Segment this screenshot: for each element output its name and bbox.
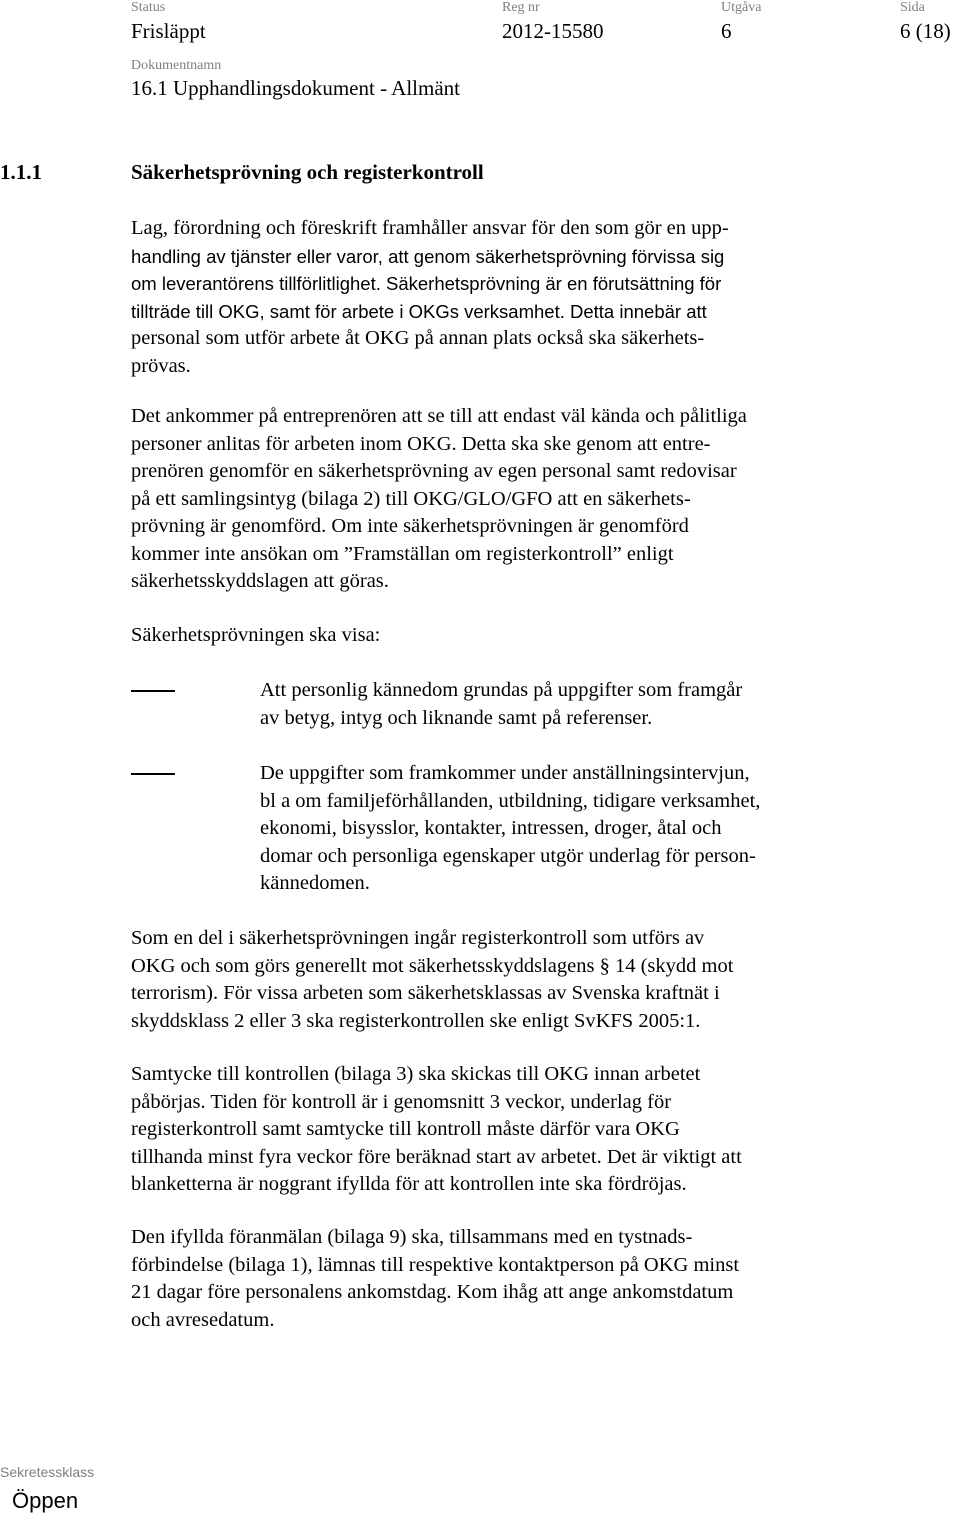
text-line: Det ankommer på entreprenören att se till att endast väl kända och pålitliga: [131, 405, 747, 427]
bullet-item-2: [260, 760, 880, 898]
sida-value: 6 (18): [900, 19, 951, 43]
text-line: förbindelse (bilaga 1), lämnas till respektive kontaktperson på OKG minst: [131, 1253, 740, 1276]
paragraph-1: [131, 215, 851, 380]
text-line: blanketterna är noggrant ifyllda för att kontrollen inte ska fördröjas.: [131, 1173, 687, 1195]
text-line: Säkerhetsprövningen ska visa:: [131, 624, 381, 646]
utgava-value: 6: [721, 19, 732, 43]
text-line: prenören genomför en säkerhetsprövning av egen personal samt redovisar: [131, 460, 737, 482]
text-line: på ett samlingsintyg (bilaga 2) till OKG/GLO/GFO att en säkerhets-: [131, 487, 691, 510]
text-line: påbörjas. Tiden för kontroll är i genomsnitt 3 veckor, underlag för: [131, 1090, 672, 1113]
text-line: om leverantörens tillförlitlighet. Säkerhetsprövning är en förutsättning för: [131, 273, 722, 294]
utgava-label: Utgåva: [721, 0, 762, 15]
status-label: Status: [131, 0, 166, 15]
status-value: Frisläppt: [131, 19, 206, 43]
section-number: 1.1.1: [0, 160, 42, 184]
text-line: personer anlitas för arbeten inom OKG. Detta ska ske genom att entre-: [131, 432, 711, 455]
text-line: kännedomen.: [260, 872, 370, 894]
paragraph-2: [131, 403, 851, 596]
text-line: skyddsklass 2 eller 3 ska registerkontrollen ske enligt SvKFS 2005:1.: [131, 1009, 701, 1032]
text-line: Den ifyllda föranmälan (bilaga 9) ska, tillsammans med en tystnads-: [131, 1226, 693, 1248]
dokumentnamn-value: 16.1 Upphandlingsdokument - Allmänt: [131, 76, 460, 100]
text-line: prövning är genomförd. Om inte säkerhetsprövningen är genomförd: [131, 515, 689, 537]
regnr-label: Reg nr: [502, 0, 540, 15]
dash-bullet-icon: [131, 773, 175, 775]
sida-label: Sida: [900, 0, 925, 15]
paragraph-3: [131, 622, 851, 650]
regnr-value: 2012-15580: [502, 19, 604, 43]
text-line: Samtycke till kontrollen (bilaga 3) ska skickas till OKG innan arbetet: [131, 1063, 701, 1085]
text-line: terrorism). För vissa arbeten som säkerhetsklassas av Svenska kraftnät i: [131, 982, 720, 1004]
text-line: tillhanda minst fyra veckor före beräknad start av arbetet. Det är viktigt att: [131, 1145, 742, 1168]
text-line: kommer inte ansökan om ”Framställan om registerkontroll” enligt: [131, 542, 674, 565]
text-line: 21 dagar före personalens ankomstdag. Kom ihåg att ange ankomstdatum: [131, 1281, 734, 1303]
sekretessklass-label: Sekretessklass: [0, 1464, 95, 1480]
text-line: prövas.: [131, 354, 191, 377]
text-line: Lag, förordning och föreskrift framhåller ansvar för den som gör en upp-: [131, 217, 729, 239]
text-line: Som en del i säkerhetsprövningen ingår registerkontroll som utförs av: [131, 927, 705, 949]
text-line: säkerhetsskyddslagen att göras.: [131, 570, 389, 592]
text-line: personal som utför arbete åt OKG på annan plats också ska säkerhets-: [131, 327, 705, 349]
sekretessklass-value: Öppen: [12, 1488, 79, 1513]
dokumentnamn-label: Dokumentnamn: [131, 58, 222, 73]
paragraph-4: [131, 925, 851, 1035]
text-line: tillträde till OKG, samt för arbete i OKGs verksamhet. Detta innebär att: [131, 300, 707, 322]
bullet-item-1: [260, 677, 880, 732]
paragraph-5: [131, 1061, 851, 1199]
section-title: Säkerhetsprövning och registerkontroll: [131, 160, 484, 184]
text-line: ekonomi, bisysslor, kontakter, intressen, droger, åtal och: [260, 817, 722, 839]
dash-bullet-icon: [131, 690, 175, 692]
text-line: och avresedatum.: [131, 1308, 275, 1331]
text-line: handling av tjänster eller varor, att genom säkerhetsprövning förvissa sig: [131, 245, 725, 267]
text-line: De uppgifter som framkommer under anställningsintervjun,: [260, 762, 750, 784]
text-line: domar och personliga egenskaper utgör underlag för person-: [260, 844, 756, 867]
text-line: av betyg, intyg och liknande samt på referenser.: [260, 706, 653, 729]
paragraph-6: [131, 1224, 851, 1334]
text-line: bl a om familjeförhållanden, utbildning, tidigare verksamhet,: [260, 789, 761, 812]
text-line: OKG och som görs generellt mot säkerhetsskyddslagens § 14 (skydd mot: [131, 954, 734, 977]
text-line: registerkontroll samt samtycke till kontroll måste därför vara OKG: [131, 1118, 680, 1140]
text-line: Att personlig kännedom grundas på uppgifter som framgår: [260, 679, 743, 701]
